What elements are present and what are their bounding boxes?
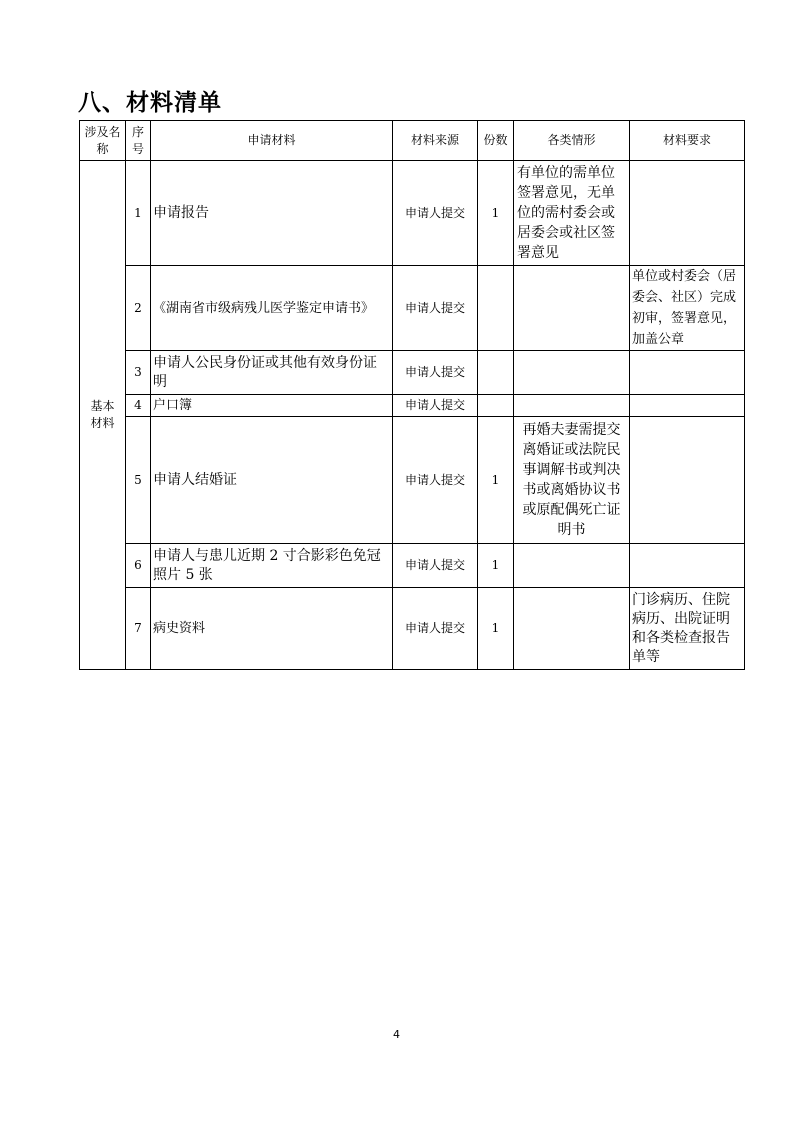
materials-table: [79, 120, 745, 670]
material-cell: 申请人与患儿近期 2 寸合影彩色免冠照片 5 张: [151, 544, 393, 588]
requirements-cell: [630, 161, 745, 266]
cases-cell: [514, 588, 630, 670]
requirements-cell: 门诊病历、住院病历、出院证明和各类检查报告单等: [630, 588, 745, 670]
source-cell: 申请人提交: [393, 417, 478, 544]
copies-cell: [478, 395, 514, 417]
page-number: 4: [393, 1028, 400, 1041]
header-material: 申请材料: [151, 121, 393, 161]
table-row: [80, 161, 745, 266]
material-cell: 《湖南省市级病残儿医学鉴定申请书》: [151, 266, 393, 351]
copies-cell: 1: [478, 588, 514, 670]
copies-cell: 1: [478, 417, 514, 544]
seq-cell: 3: [126, 351, 151, 395]
header-cases: 各类情形: [514, 121, 630, 161]
copies-cell: [478, 266, 514, 351]
material-cell: 户口簿: [151, 395, 393, 417]
copies-cell: [478, 351, 514, 395]
header-copies: 份数: [478, 121, 514, 161]
requirements-cell: [630, 351, 745, 395]
requirements-cell: 单位或村委会（居委会、社区）完成初审，签署意见，加盖公章: [630, 266, 745, 351]
cases-cell: [514, 395, 630, 417]
header-seq: 序号: [126, 121, 151, 161]
source-cell: 申请人提交: [393, 544, 478, 588]
category-cell: 基本材料: [80, 161, 126, 670]
source-cell: 申请人提交: [393, 351, 478, 395]
requirements-cell: [630, 395, 745, 417]
cases-cell: 有单位的需单位签署意见，无单位的需村委会或居委会或社区签署意见: [514, 161, 630, 266]
source-cell: 申请人提交: [393, 266, 478, 351]
seq-cell: 2: [126, 266, 151, 351]
copies-cell: 1: [478, 161, 514, 266]
material-cell: 申请人公民身份证或其他有效身份证明: [151, 351, 393, 395]
header-source: 材料来源: [393, 121, 478, 161]
material-cell: 病史资料: [151, 588, 393, 670]
source-cell: 申请人提交: [393, 588, 478, 670]
table-row: [80, 351, 745, 395]
section-title: 八、材料清单: [78, 90, 222, 116]
seq-cell: 1: [126, 161, 151, 266]
table-row: [80, 588, 745, 670]
table-row: [80, 395, 745, 417]
header-category: 涉及名称: [80, 121, 126, 161]
table-header-row: [80, 121, 745, 161]
requirements-cell: [630, 417, 745, 544]
cases-cell: [514, 266, 630, 351]
seq-cell: 7: [126, 588, 151, 670]
copies-cell: 1: [478, 544, 514, 588]
source-cell: 申请人提交: [393, 161, 478, 266]
requirements-cell: [630, 544, 745, 588]
cases-cell: [514, 544, 630, 588]
seq-cell: 6: [126, 544, 151, 588]
header-requirements: 材料要求: [630, 121, 745, 161]
source-cell: 申请人提交: [393, 395, 478, 417]
table-row: [80, 417, 745, 544]
table-row: [80, 266, 745, 351]
seq-cell: 4: [126, 395, 151, 417]
seq-cell: 5: [126, 417, 151, 544]
cases-cell: 再婚夫妻需提交离婚证或法院民事调解书或判决书或离婚协议书或原配偶死亡证明书: [514, 417, 630, 544]
cases-cell: [514, 351, 630, 395]
material-cell: 申请报告: [151, 161, 393, 266]
material-cell: 申请人结婚证: [151, 417, 393, 544]
table-row: [80, 544, 745, 588]
